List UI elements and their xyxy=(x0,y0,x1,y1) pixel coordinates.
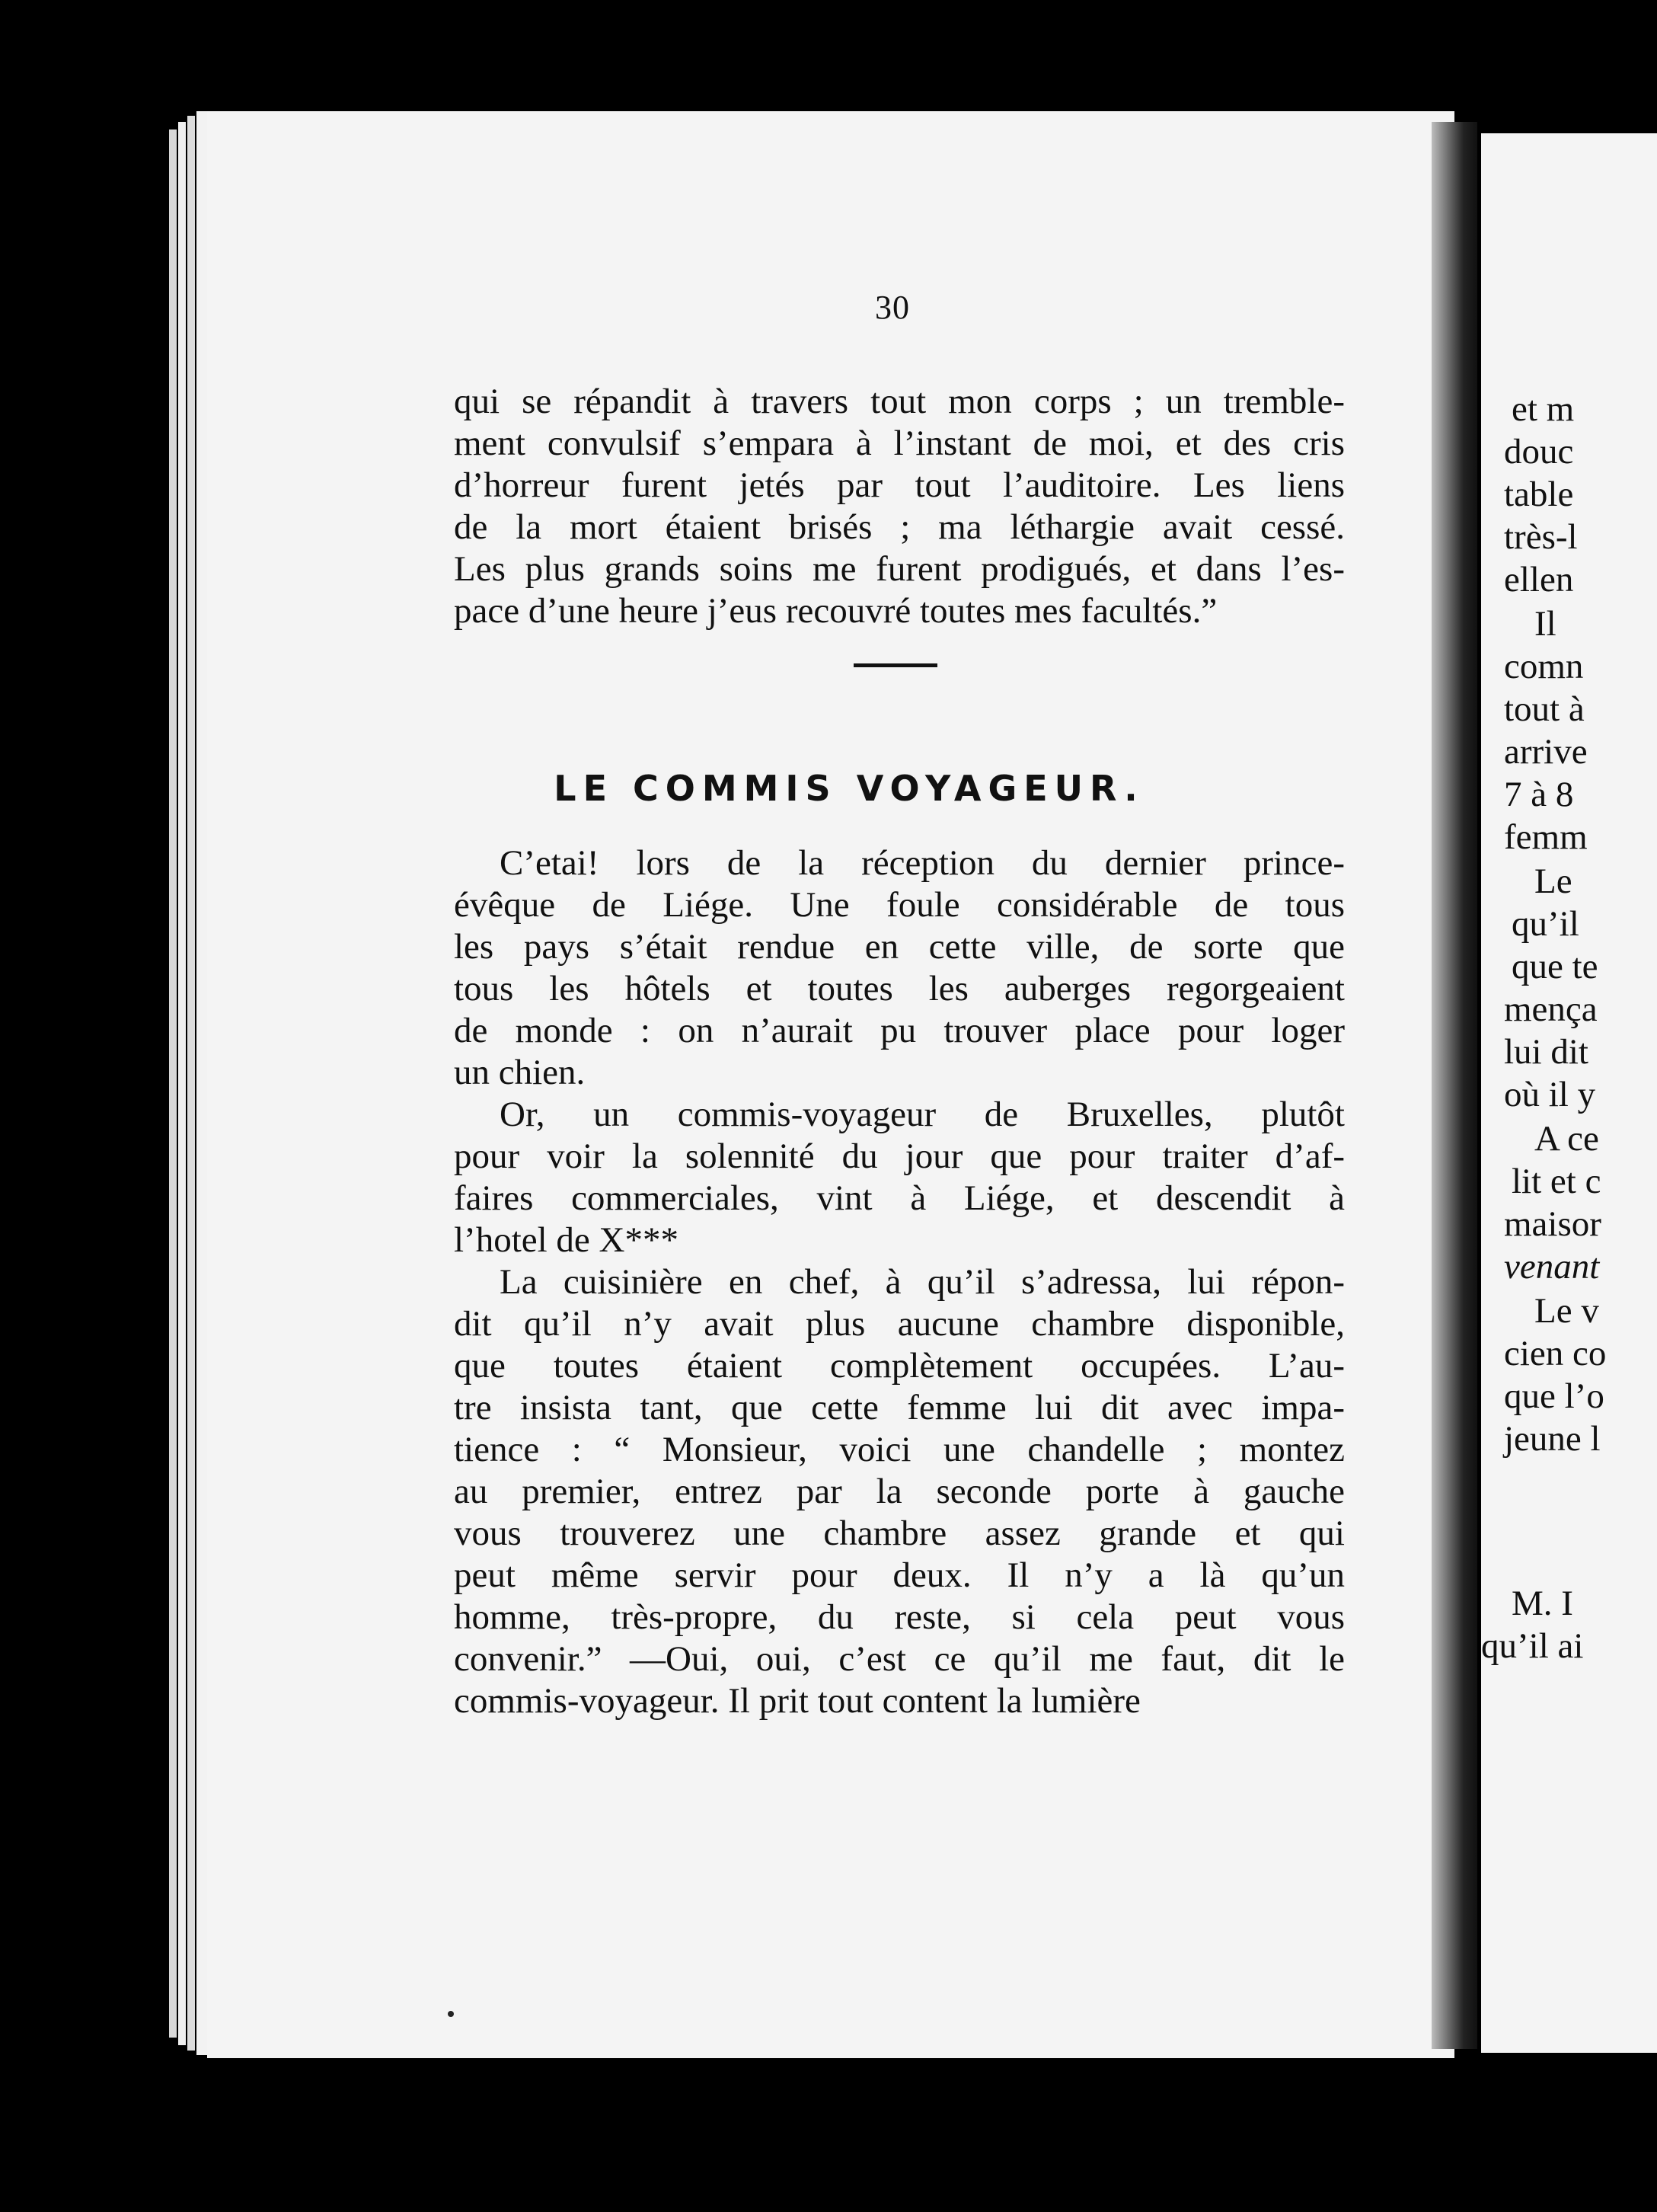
text-line: faires commerciales, vint à Liége, et descendit à xyxy=(454,1178,1345,1218)
page-number: 30 xyxy=(875,289,910,326)
right-page-line: venant xyxy=(1504,1247,1600,1287)
right-page-line: tout à xyxy=(1504,689,1585,729)
right-page-line: cien co xyxy=(1504,1334,1607,1373)
right-page-line: A ce xyxy=(1534,1119,1599,1159)
text-line: homme, très-propre, du reste, si cela peut vous xyxy=(454,1597,1345,1637)
right-page-line: qu’il xyxy=(1512,904,1579,944)
right-page xyxy=(1481,133,1657,2053)
right-page-line: 7 à 8 xyxy=(1504,775,1574,814)
text-line: au premier, entrez par la seconde porte à gauche xyxy=(454,1472,1345,1511)
text-line: tre insista tant, que cette femme lui dit avec impa- xyxy=(454,1388,1345,1427)
right-page-line: où il y xyxy=(1504,1075,1596,1114)
text-line: vous trouverez une chambre assez grande et qui xyxy=(454,1514,1345,1553)
text-line: Or, un commis-voyageur de Bruxelles, plutôt xyxy=(500,1095,1345,1134)
right-page-line: que l’o xyxy=(1504,1376,1604,1416)
right-page-line: Il xyxy=(1534,604,1556,644)
right-page-line: lit et c xyxy=(1512,1162,1601,1201)
story-text xyxy=(454,842,1345,1722)
text-line: d’horreur furent jetés par tout l’auditoire. Les liens xyxy=(454,465,1345,505)
right-page-line: M. I xyxy=(1512,1584,1573,1623)
right-page-line: et m xyxy=(1512,389,1575,429)
text-line: évêque de Liége. Une foule considérable de tous xyxy=(454,885,1345,925)
right-page-line: que te xyxy=(1512,947,1598,986)
section-divider xyxy=(854,663,937,667)
right-page-line: très-l xyxy=(1504,517,1578,557)
paragraph-continuation xyxy=(454,381,1345,632)
text-line: La cuisinière en chef, à qu’il s’adressa, lui répon- xyxy=(500,1262,1345,1302)
text-line: qui se répandit à travers tout mon corps ; un tremble- xyxy=(454,382,1345,421)
right-page-line: Le v xyxy=(1534,1291,1599,1331)
text-line: de la mort étaient brisés ; ma léthargie avait cessé. xyxy=(454,507,1345,547)
text-line: C’etai! lors de la réception du dernier prince- xyxy=(500,843,1345,883)
text-line: un chien. xyxy=(454,1053,586,1092)
book-spine xyxy=(1432,122,1477,2049)
right-page-line: arrive xyxy=(1504,732,1588,772)
text-line: de monde : on n’aurait pu trouver place pour loger xyxy=(454,1011,1345,1050)
text-line: Les plus grands soins me furent prodigués, et dans l’es- xyxy=(454,549,1345,589)
text-line: peut même servir pour deux. Il n’y a là qu’un xyxy=(454,1555,1345,1595)
page-edge xyxy=(196,111,207,2055)
text-line: convenir.” —Oui, oui, c’est ce qu’il me faut, dit le xyxy=(454,1639,1345,1679)
text-line: tience : “ Monsieur, voici une chandelle ; montez xyxy=(454,1430,1345,1469)
text-line: pour voir la solennité du jour que pour traiter d’af- xyxy=(454,1136,1345,1176)
right-page-line: lui dit xyxy=(1504,1032,1588,1072)
ink-speck xyxy=(448,2011,454,2017)
right-page-line: maisor xyxy=(1504,1204,1601,1244)
text-line: l’hotel de X*** xyxy=(454,1220,678,1260)
page-edge xyxy=(178,122,186,2045)
right-page-line: mença xyxy=(1504,989,1598,1029)
right-page-line: femm xyxy=(1504,817,1588,857)
text-line: dit qu’il n’y avait plus aucune chambre disponible, xyxy=(454,1304,1345,1344)
text-line: que toutes étaient complètement occupées. L’au- xyxy=(454,1346,1345,1386)
page-edge xyxy=(187,116,195,2051)
text-line: commis-voyageur. Il prit tout content la lumière xyxy=(454,1681,1141,1721)
right-page-line: Le xyxy=(1534,861,1572,901)
text-line: ment convulsif s’empara à l’instant de moi, et des cris xyxy=(454,424,1345,463)
text-line: pace d’une heure j’eus recouvré toutes mes facultés.” xyxy=(454,591,1218,631)
right-page-line: ellen xyxy=(1504,560,1574,599)
right-page-line: comn xyxy=(1504,647,1584,686)
right-page-line: table xyxy=(1504,475,1574,514)
right-page-line: qu’il ai xyxy=(1481,1626,1584,1666)
text-line: tous les hôtels et toutes les auberges regorgeaient xyxy=(454,969,1345,1009)
right-page-line: douc xyxy=(1504,432,1574,471)
text-line: les pays s’était rendue en cette ville, de sorte que xyxy=(454,927,1345,967)
section-title: LE COMMIS VOYAGEUR. xyxy=(554,768,1145,809)
page-edge xyxy=(169,129,177,2038)
right-page-line: jeune l xyxy=(1504,1419,1601,1459)
